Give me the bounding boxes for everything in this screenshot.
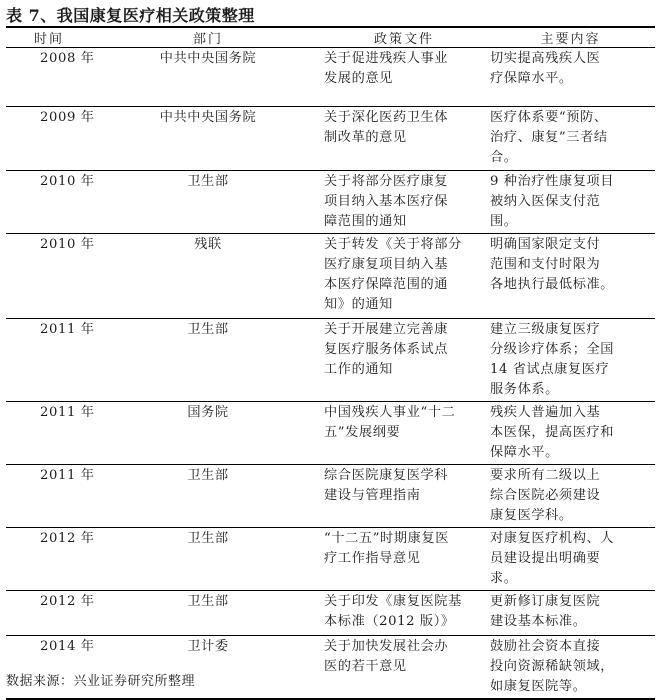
row-policy-document: 关于促进残疾人事业 发展的意见 (324, 51, 449, 86)
row-policy-document: 关于开展建立完善康 复医疗服务体系试点 工作的通知 (324, 322, 449, 377)
row-year: 2010 年 (40, 237, 95, 252)
table-header (6, 27, 655, 48)
row-main-content: 明确国家限定支付 范围和支付时限为 各地执行最低标准。 (490, 237, 615, 292)
row-year: 2012 年 (40, 531, 95, 546)
row-policy-document: 关于深化医药卫生体 制改革的意见 (324, 110, 449, 145)
header-policy-document: 政策文件 (373, 32, 434, 47)
row-department: 卫生部 (187, 174, 229, 189)
table-row (6, 48, 655, 107)
row-main-content: 对康复医疗机构、人 员建设提出明确要 求。 (490, 531, 615, 586)
row-main-content: 切实提高残疾人医 疗保障水平。 (490, 51, 601, 86)
row-year: 2011 年 (40, 322, 95, 337)
table-row (6, 319, 655, 402)
row-year: 2009 年 (40, 110, 95, 125)
policy-table (6, 26, 655, 700)
header-department: 部门 (192, 32, 223, 47)
table-row (6, 107, 655, 171)
row-year: 2012 年 (40, 594, 95, 609)
header-main-content: 主要内容 (540, 32, 601, 47)
data-source-note: 数据来源：兴业证券研究所整理 (6, 674, 196, 689)
row-policy-document: 关于印发《康复医院基 本标准（2012 版）》 (324, 594, 462, 629)
row-year: 2011 年 (40, 405, 95, 420)
table-row (6, 402, 655, 465)
row-policy-document: 关于将部分医疗康复 项目纳入基本医疗保 障范围的通知 (324, 174, 449, 229)
table-row (6, 528, 655, 591)
row-policy-document: 综合医院康复医学科 建设与管理指南 (324, 468, 449, 503)
header-time: 时间 (34, 32, 65, 47)
table-body (6, 48, 655, 700)
row-policy-document: 关于转发《关于将部分 医疗康复项目纳入基 本医疗保障范围的通 知》的通知 (324, 237, 462, 312)
row-policy-document: 关于加快发展社会办 医的若干意见 (324, 639, 449, 674)
row-department: 卫生部 (187, 594, 229, 609)
table-row (6, 591, 655, 636)
row-policy-document: 中国残疾人事业“十二 五”发展纲要 (324, 405, 456, 440)
row-department: 卫计委 (187, 639, 229, 654)
row-main-content: 鼓励社会资本直接 投向资源稀缺领域， 如康复医院等。 (490, 639, 615, 694)
row-department: 中共中央国务院 (159, 51, 257, 66)
row-policy-document: “十二五”时期康复医 疗工作指导意见 (324, 531, 449, 566)
row-year: 2011 年 (40, 468, 95, 483)
table-title: 表 7、我国康复医疗相关政策整理 (6, 6, 255, 25)
row-main-content: 更新修订康复医院 建设基本标准。 (490, 594, 601, 629)
row-department: 卫生部 (187, 531, 229, 546)
row-main-content: 9 种治疗性康复项目 被纳入医保支付范 围。 (490, 174, 615, 229)
row-year: 2010 年 (40, 174, 95, 189)
table-row (6, 234, 655, 319)
row-department: 中共中央国务院 (159, 110, 257, 125)
row-year: 2008 年 (40, 51, 95, 66)
row-department: 国务院 (187, 405, 229, 420)
row-department: 卫生部 (187, 468, 229, 483)
row-main-content: 建立三级康复医疗 分级诊疗体系；全国 14 省试点康复医疗 服务体系。 (490, 322, 615, 397)
table-row (6, 465, 655, 528)
row-main-content: 残疾人普遍加入基 本医保，提高医疗和 保障水平。 (490, 405, 615, 460)
table-row (6, 171, 655, 234)
table-row (6, 636, 655, 700)
row-main-content: 要求所有二级以上 综合医院必须建设 康复医学科。 (490, 468, 601, 523)
row-main-content: 医疗体系要“预防、 治疗、康复”三者结 合。 (490, 110, 608, 165)
row-department: 卫生部 (187, 322, 229, 337)
row-year: 2014 年 (40, 639, 95, 654)
row-department: 残联 (194, 237, 222, 252)
